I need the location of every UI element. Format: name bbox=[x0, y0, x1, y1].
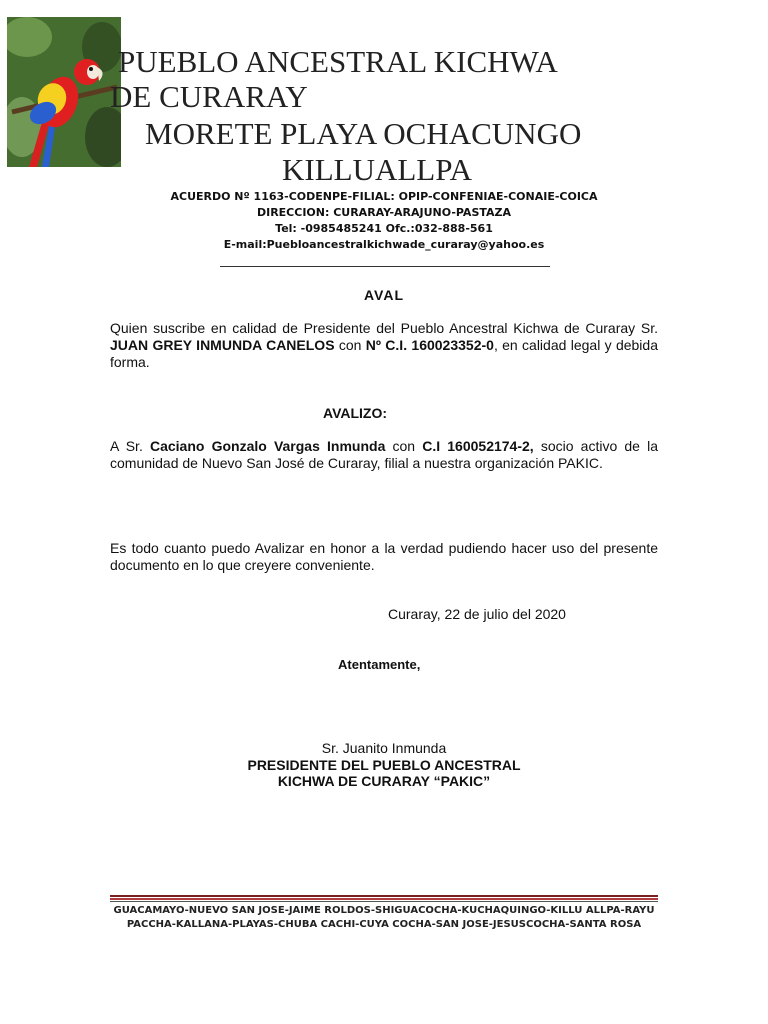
email-line: E-mail:Puebloancestralkichwade_curaray@yahoo.es bbox=[223, 238, 545, 251]
avalizo-text-3: socio activo de la comunidad de Nuevo San José de Curaray, filial a nuestra organización PAKIC. bbox=[110, 438, 658, 471]
footer-rule-bottom bbox=[110, 901, 658, 902]
footer-rule-middle bbox=[110, 898, 658, 900]
president-name: JUAN GREY INMUNDA CANELOS bbox=[110, 337, 335, 353]
signer-title-line-2: KICHWA DE CURARAY “PAKIC” bbox=[277, 773, 491, 789]
avalizo-heading: AVALIZO: bbox=[323, 405, 388, 421]
footer-rule-top bbox=[110, 895, 658, 897]
closing-paragraph: Es todo cuanto puedo Avalizar en honor a la verdad pudiendo hacer uso del presente documento en lo que creyere conveniente. bbox=[110, 540, 658, 573]
member-ci: C.I 160052174-2, bbox=[422, 438, 534, 454]
header-separator bbox=[220, 255, 550, 267]
org-title-line-3: MORETE PLAYA OCHACUNGO bbox=[145, 116, 582, 151]
org-title-line-4: KILLUALLPA bbox=[282, 152, 473, 187]
avalizo-paragraph bbox=[110, 438, 658, 472]
macaw-parrot-icon bbox=[7, 17, 121, 167]
intro-text-1: Quien suscribe en calidad de Presidente del Pueblo Ancestral Kichwa de Curaray Sr. bbox=[110, 320, 658, 336]
org-title-line-2: DE CURARAY bbox=[110, 79, 308, 114]
document-heading: AVAL bbox=[363, 287, 405, 303]
signer-name: Sr. Juanito Inmunda bbox=[321, 740, 447, 756]
regards: Atentamente, bbox=[338, 657, 421, 672]
member-name: Caciano Gonzalo Vargas Inmunda bbox=[149, 438, 386, 454]
intro-text-2: con bbox=[334, 337, 366, 353]
avalizo-text-2: con bbox=[385, 438, 423, 454]
org-title-line-1: PUEBLO ANCESTRAL KICHWA bbox=[118, 44, 558, 79]
phone-line: Tel: -0985485241 Ofc.:032-888-561 bbox=[275, 222, 493, 235]
footer-communities-line-1: GUACAMAYO-NUEVO SAN JOSE-JAIME ROLDOS-SHIGUACOCHA-KUCHAQUINGO-KILLU ALLPA-RAYU bbox=[113, 905, 655, 916]
footer-communities-line-2: PACCHA-KALLANA-PLAYAS-CHUBA CACHI-CUYA COCHA-SAN JOSE-JESUSCOCHA-SANTA ROSA bbox=[126, 919, 642, 930]
place-date: Curaray, 22 de julio del 2020 bbox=[388, 606, 566, 622]
avalizo-text-1: A Sr. bbox=[110, 438, 150, 454]
intro-paragraph bbox=[110, 320, 658, 371]
president-ci: Nº C.I. 160023352-0 bbox=[365, 337, 494, 353]
signer-title-line-1: PRESIDENTE DEL PUEBLO ANCESTRAL bbox=[247, 757, 521, 773]
address-line: DIRECCION: CURARAY-ARAJUNO-PASTAZA bbox=[256, 206, 512, 219]
intro-text-3: , en calidad legal y debida forma. bbox=[110, 337, 658, 370]
agreement-line: ACUERDO Nº 1163-CODENPE-FILIAL: OPIP-CONFENIAE-CONAIE-COICA bbox=[170, 190, 598, 203]
